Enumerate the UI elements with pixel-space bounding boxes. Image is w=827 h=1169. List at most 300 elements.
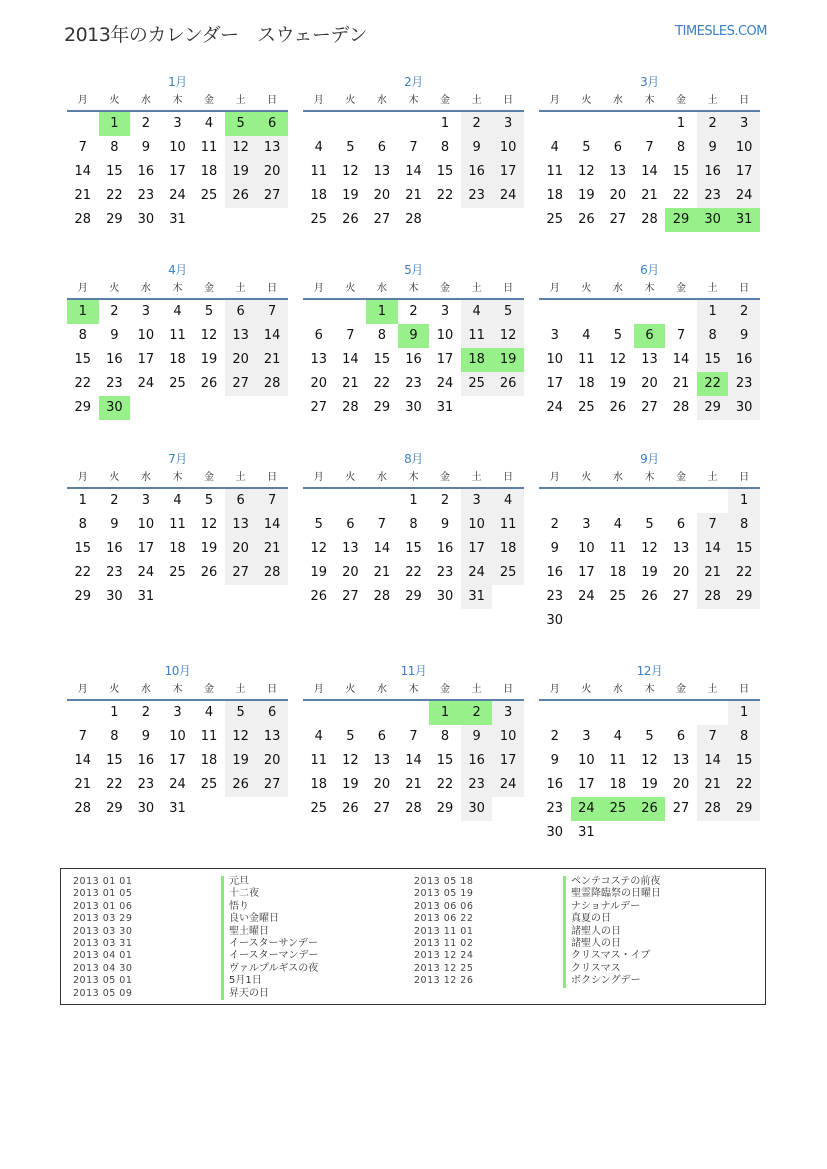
- day-cell: 9: [728, 324, 760, 348]
- holiday-date: 2013 01 01: [73, 876, 133, 887]
- weekday-header: [539, 93, 760, 112]
- day-cell: 18: [169, 541, 186, 556]
- week-row: [539, 749, 760, 773]
- day-cell: 29: [436, 801, 454, 816]
- day-cell: 6: [613, 140, 623, 155]
- day-cell: 30: [436, 589, 454, 604]
- month-6: [539, 262, 760, 420]
- holiday-name: 十二夜: [221, 888, 319, 900]
- day-cell: 5: [204, 304, 214, 319]
- weekday-header: [539, 281, 760, 300]
- day-cell: 29: [405, 589, 422, 604]
- weekday-label: 金: [676, 95, 687, 106]
- empty-cell: [571, 112, 603, 136]
- week-row: [67, 160, 288, 184]
- day-cell: 3: [582, 517, 591, 532]
- day-cell: 10: [578, 753, 595, 768]
- holiday-names-column-1: [221, 876, 319, 1000]
- day-cell: 13: [672, 541, 690, 556]
- day-cell: 12: [641, 541, 658, 556]
- weekday-label: 水: [612, 472, 623, 483]
- weekday-header: [303, 470, 524, 489]
- day-cell: 14: [672, 352, 690, 367]
- day-cell: 13: [373, 164, 391, 179]
- weekday-header: [303, 281, 524, 300]
- week-row: [67, 372, 288, 396]
- day-cell: 12: [225, 136, 257, 160]
- day-cell: 26: [225, 184, 257, 208]
- day-cell: 12: [200, 517, 218, 532]
- day-cell: 18: [578, 376, 595, 391]
- day-cell: 23: [461, 184, 493, 208]
- day-cell: 19: [342, 777, 359, 792]
- day-cell: 27: [373, 801, 391, 816]
- week-row: [67, 585, 288, 609]
- day-cell: 9: [461, 136, 493, 160]
- day-cell: 20: [373, 777, 391, 792]
- week-row: [539, 396, 760, 420]
- day-cell: 3: [141, 304, 151, 319]
- weekday-label: 日: [503, 95, 514, 106]
- day-cell: 31: [578, 825, 595, 840]
- day-cell: 23: [697, 184, 729, 208]
- day-cell: 14: [405, 164, 422, 179]
- weekday-label: 土: [471, 283, 482, 294]
- empty-cell: [335, 701, 367, 725]
- day-cell: 21: [256, 348, 288, 372]
- day-cell: 11: [169, 517, 186, 532]
- empty-cell: [335, 300, 367, 324]
- weekday-header: [303, 93, 524, 112]
- day-cell: 17: [137, 541, 155, 556]
- holiday-date: 2013 01 05: [73, 888, 133, 900]
- day-cell: 27: [672, 589, 690, 604]
- day-cell: 26: [609, 400, 627, 415]
- week-row: [303, 184, 524, 208]
- weekday-header: [67, 682, 288, 701]
- day-cell: 23: [546, 801, 564, 816]
- day-cell: 5: [346, 140, 355, 155]
- day-cell: 2: [461, 112, 493, 136]
- day-cell: 23: [728, 372, 760, 396]
- empty-cell: [256, 797, 288, 821]
- day-cell: 25: [461, 372, 493, 396]
- day-cell: 2: [461, 701, 493, 725]
- month-3: [539, 74, 760, 232]
- holiday-name: 諸聖人の日: [563, 926, 661, 938]
- weekday-header: [303, 682, 524, 701]
- empty-cell: [665, 701, 697, 725]
- day-cell: 19: [578, 188, 595, 203]
- day-cell: 4: [550, 140, 559, 155]
- week-row: [539, 112, 760, 136]
- weekday-label: 土: [707, 283, 718, 294]
- day-cell: 16: [546, 777, 564, 792]
- holiday-name: ペンテコステの前夜: [563, 876, 661, 888]
- day-cell: 24: [492, 184, 524, 208]
- weekday-label: 水: [376, 472, 387, 483]
- day-cell: 14: [697, 749, 729, 773]
- holiday-date: 2013 04 30: [73, 962, 133, 974]
- day-cell: 30: [99, 396, 131, 420]
- day-cell: 25: [310, 801, 328, 816]
- brand-logo-text[interactable]: TIMESLES.COM: [675, 24, 767, 39]
- weekday-label: 月: [549, 472, 560, 483]
- weekday-label: 土: [471, 472, 482, 483]
- day-cell: 28: [405, 801, 422, 816]
- day-cell: 8: [78, 328, 87, 343]
- empty-cell: [665, 609, 697, 633]
- weekday-label: 土: [235, 684, 246, 695]
- empty-cell: [225, 208, 257, 232]
- day-cell: 9: [440, 517, 450, 532]
- holiday-name: イースターサンデー: [221, 938, 319, 950]
- holiday-name: ボクシングデー: [563, 975, 661, 987]
- holiday-date: 2013 04 01: [73, 950, 133, 962]
- day-cell: 8: [409, 517, 418, 532]
- week-row: [67, 300, 288, 324]
- day-cell: 11: [492, 513, 524, 537]
- weekday-label: 木: [644, 283, 655, 294]
- holiday-date: 2013 12 24: [414, 950, 474, 962]
- empty-cell: [539, 701, 571, 725]
- day-cell: 3: [173, 705, 182, 720]
- week-row: [67, 773, 288, 797]
- day-cell: 26: [342, 212, 359, 227]
- month-12: [539, 663, 760, 845]
- day-cell: 28: [74, 801, 92, 816]
- week-row: [539, 160, 760, 184]
- holiday-name: 良い金曜日: [221, 913, 319, 925]
- weekday-label: 月: [549, 95, 560, 106]
- day-cell: 5: [225, 112, 257, 136]
- day-cell: 17: [578, 565, 595, 580]
- weekday-label: 金: [676, 684, 687, 695]
- day-cell: 26: [200, 376, 218, 391]
- day-cell: 10: [137, 517, 155, 532]
- holiday-date: 2013 06 22: [414, 913, 474, 925]
- day-cell: 17: [169, 753, 186, 768]
- empty-cell: [728, 821, 760, 845]
- day-cell: 2: [110, 304, 119, 319]
- empty-cell: [225, 585, 257, 609]
- day-cell: 10: [169, 140, 186, 155]
- day-cell: 9: [110, 328, 119, 343]
- day-cell: 3: [173, 116, 182, 131]
- month-1: [67, 74, 288, 232]
- holiday-date: 2013 12 25: [414, 962, 474, 974]
- day-cell: 29: [74, 400, 92, 415]
- week-row: [303, 537, 524, 561]
- day-cell: 5: [645, 729, 654, 744]
- empty-cell: [256, 585, 288, 609]
- empty-cell: [571, 609, 603, 633]
- holiday-date: 2013 03 31: [73, 937, 133, 949]
- weekday-label: 月: [549, 684, 560, 695]
- weekday-label: 月: [77, 95, 88, 106]
- weekday-label: 水: [140, 283, 151, 294]
- empty-cell: [366, 489, 398, 513]
- day-cell: 28: [697, 585, 729, 609]
- day-cell: 27: [256, 184, 288, 208]
- day-cell: 4: [204, 116, 214, 131]
- day-cell: 19: [641, 565, 658, 580]
- holiday-name: ナショナルデー: [563, 901, 661, 913]
- weekday-label: 金: [204, 472, 215, 483]
- day-cell: 1: [409, 493, 418, 508]
- day-cell: 9: [398, 324, 430, 348]
- day-cell: 20: [256, 749, 288, 773]
- weekday-label: 水: [612, 283, 623, 294]
- day-cell: 25: [602, 797, 634, 821]
- weekday-label: 日: [267, 95, 278, 106]
- empty-cell: [225, 797, 257, 821]
- day-cell: 25: [546, 212, 564, 227]
- day-cell: 31: [728, 208, 760, 232]
- day-cell: 9: [141, 729, 151, 744]
- month-name: 10月: [164, 664, 191, 678]
- weekday-label: 日: [739, 283, 750, 294]
- day-cell: 9: [461, 725, 493, 749]
- day-cell: 21: [697, 773, 729, 797]
- day-cell: 18: [169, 352, 186, 367]
- day-cell: 13: [225, 324, 257, 348]
- day-cell: 9: [110, 517, 119, 532]
- day-cell: 1: [429, 701, 461, 725]
- day-cell: 14: [342, 352, 359, 367]
- day-cell: 13: [225, 513, 257, 537]
- day-cell: 12: [342, 753, 359, 768]
- week-row: [303, 300, 524, 324]
- day-cell: 6: [256, 701, 288, 725]
- day-cell: 23: [546, 589, 564, 604]
- day-cell: 4: [613, 729, 623, 744]
- day-cell: 16: [461, 160, 493, 184]
- month-4: [67, 262, 288, 420]
- day-cell: 10: [578, 541, 595, 556]
- weekday-label: 日: [503, 472, 514, 483]
- weekday-label: 木: [172, 472, 183, 483]
- day-cell: 28: [256, 561, 288, 585]
- day-cell: 17: [137, 352, 155, 367]
- day-cell: 22: [672, 188, 690, 203]
- empty-cell: [634, 701, 666, 725]
- weekday-label: 金: [440, 472, 451, 483]
- month-name: 8月: [404, 452, 423, 466]
- week-row: [303, 749, 524, 773]
- week-row: [303, 489, 524, 513]
- empty-cell: [461, 208, 493, 232]
- day-cell: 15: [106, 164, 123, 179]
- day-cell: 27: [641, 400, 658, 415]
- day-cell: 23: [106, 565, 123, 580]
- day-cell: 31: [169, 801, 186, 816]
- day-cell: 30: [728, 396, 760, 420]
- month-2: [303, 74, 524, 232]
- day-cell: 27: [256, 773, 288, 797]
- weekday-label: 金: [440, 684, 451, 695]
- week-row: [539, 489, 760, 513]
- day-cell: 12: [578, 164, 595, 179]
- day-cell: 5: [582, 140, 591, 155]
- holiday-dates-column-1: [73, 876, 132, 1000]
- day-cell: 26: [634, 797, 666, 821]
- weekday-label: 火: [109, 472, 120, 483]
- day-cell: 3: [728, 112, 760, 136]
- weekday-label: 水: [612, 684, 623, 695]
- day-cell: 23: [436, 565, 454, 580]
- day-cell: 30: [137, 212, 155, 227]
- holiday-date: 2013 03 30: [73, 925, 133, 937]
- empty-cell: [571, 300, 603, 324]
- day-cell: 21: [373, 565, 391, 580]
- day-cell: 15: [728, 749, 760, 773]
- day-cell: 24: [436, 376, 454, 391]
- day-cell: 19: [200, 541, 218, 556]
- day-cell: 29: [373, 400, 391, 415]
- day-cell: 24: [728, 184, 760, 208]
- day-cell: 3: [492, 701, 524, 725]
- day-cell: 28: [641, 212, 658, 227]
- day-cell: 31: [137, 589, 155, 604]
- empty-cell: [602, 609, 634, 633]
- day-cell: 25: [200, 188, 218, 203]
- holiday-date: 2013 03 29: [73, 913, 133, 925]
- week-row: [539, 609, 760, 633]
- day-cell: 5: [645, 517, 654, 532]
- day-cell: 24: [492, 773, 524, 797]
- empty-cell: [665, 300, 697, 324]
- empty-cell: [665, 821, 697, 845]
- day-cell: 19: [225, 160, 257, 184]
- day-cell: 24: [461, 561, 493, 585]
- day-cell: 4: [314, 140, 323, 155]
- day-cell: 7: [676, 328, 686, 343]
- weekday-label: 金: [204, 95, 215, 106]
- weekday-label: 金: [676, 472, 687, 483]
- month-name: 1月: [168, 75, 187, 89]
- day-cell: 21: [697, 561, 729, 585]
- day-cell: 14: [373, 541, 391, 556]
- empty-cell: [429, 208, 461, 232]
- holiday-name: ヴァルプルギスの夜: [221, 963, 319, 975]
- day-cell: 3: [440, 304, 450, 319]
- day-cell: 6: [377, 729, 387, 744]
- weekday-label: 水: [376, 95, 387, 106]
- week-row: [67, 112, 288, 136]
- week-row: [303, 324, 524, 348]
- day-cell: 9: [141, 140, 151, 155]
- day-cell: 14: [74, 164, 92, 179]
- day-cell: 17: [461, 537, 493, 561]
- day-cell: 3: [492, 112, 524, 136]
- week-row: [303, 725, 524, 749]
- day-cell: 11: [578, 352, 595, 367]
- week-row: [303, 208, 524, 232]
- day-cell: 15: [436, 753, 454, 768]
- day-cell: 18: [492, 537, 524, 561]
- holiday-name: 昇天の日: [221, 988, 319, 1000]
- week-row: [303, 396, 524, 420]
- empty-cell: [162, 585, 194, 609]
- empty-cell: [602, 701, 634, 725]
- weekday-label: 日: [267, 472, 278, 483]
- day-cell: 10: [436, 328, 454, 343]
- day-cell: 17: [492, 749, 524, 773]
- day-cell: 13: [256, 725, 288, 749]
- day-cell: 30: [546, 613, 564, 628]
- day-cell: 1: [440, 116, 450, 131]
- day-cell: 23: [137, 188, 155, 203]
- day-cell: 20: [225, 537, 257, 561]
- day-cell: 16: [461, 749, 493, 773]
- weekday-label: 金: [676, 283, 687, 294]
- empty-cell: [193, 396, 225, 420]
- day-cell: 22: [697, 372, 729, 396]
- weekday-label: 木: [644, 95, 655, 106]
- day-cell: 9: [697, 136, 729, 160]
- week-row: [67, 184, 288, 208]
- day-cell: 17: [578, 777, 595, 792]
- week-row: [67, 136, 288, 160]
- day-cell: 5: [346, 729, 355, 744]
- weekday-label: 火: [581, 684, 592, 695]
- day-cell: 13: [256, 136, 288, 160]
- day-cell: 21: [256, 537, 288, 561]
- day-cell: 28: [373, 589, 391, 604]
- empty-cell: [492, 208, 524, 232]
- weekday-label: 火: [581, 283, 592, 294]
- day-cell: 13: [373, 753, 391, 768]
- day-cell: 12: [225, 725, 257, 749]
- day-cell: 29: [74, 589, 92, 604]
- day-cell: 20: [342, 565, 359, 580]
- day-cell: 29: [728, 797, 760, 821]
- day-cell: 22: [373, 376, 391, 391]
- day-cell: 22: [436, 777, 454, 792]
- week-row: [303, 797, 524, 821]
- day-cell: 16: [137, 164, 155, 179]
- week-row: [303, 513, 524, 537]
- day-cell: 13: [609, 164, 627, 179]
- empty-cell: [665, 489, 697, 513]
- day-cell: 18: [200, 753, 218, 768]
- week-row: [539, 773, 760, 797]
- day-cell: 7: [78, 729, 87, 744]
- day-cell: 1: [110, 705, 119, 720]
- day-cell: 28: [672, 400, 690, 415]
- day-cell: 8: [110, 729, 119, 744]
- day-cell: 1: [728, 701, 760, 725]
- day-cell: 20: [225, 348, 257, 372]
- empty-cell: [539, 489, 571, 513]
- weekday-label: 金: [204, 684, 215, 695]
- day-cell: 16: [106, 352, 123, 367]
- week-row: [539, 585, 760, 609]
- day-cell: 12: [342, 164, 359, 179]
- week-row: [67, 208, 288, 232]
- weekday-label: 土: [707, 684, 718, 695]
- day-cell: 22: [405, 565, 422, 580]
- day-cell: 15: [697, 348, 729, 372]
- holiday-date: 2013 12 26: [414, 975, 474, 987]
- day-cell: 25: [200, 777, 218, 792]
- day-cell: 28: [405, 212, 422, 227]
- day-cell: 7: [409, 729, 418, 744]
- day-cell: 18: [310, 188, 328, 203]
- weekday-label: 火: [345, 684, 356, 695]
- day-cell: 27: [310, 400, 328, 415]
